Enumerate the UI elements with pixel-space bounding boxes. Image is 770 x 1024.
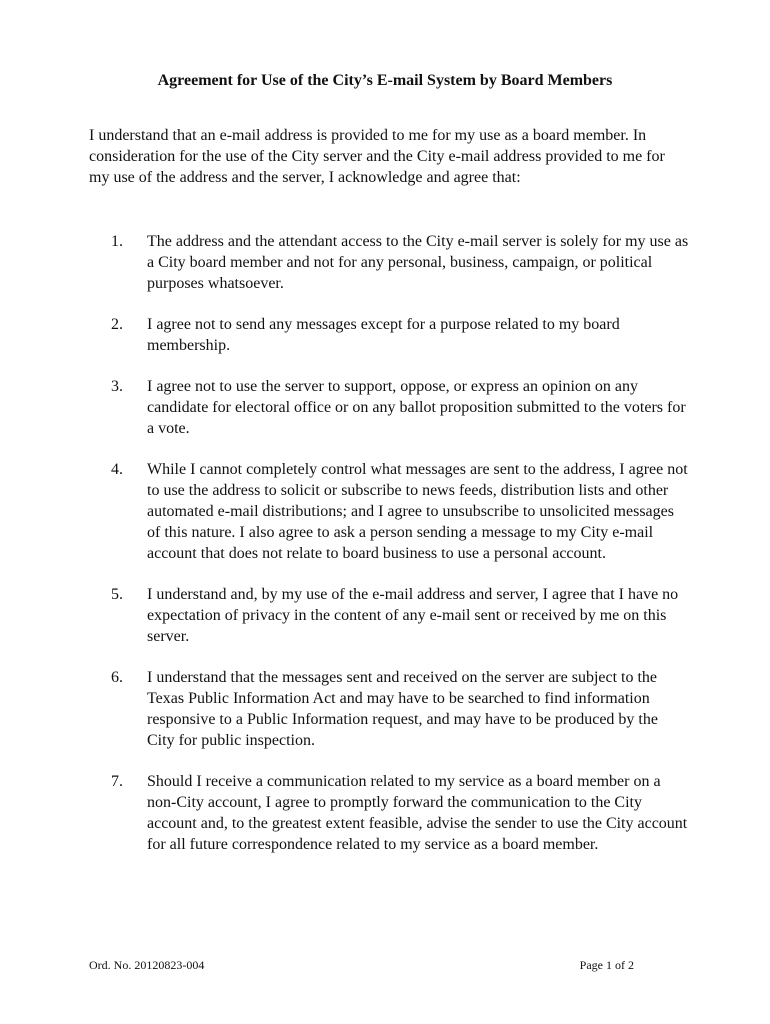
list-item-text: I agree not to use the server to support, oppose, or express an opinion on any candidate for electoral office or on any ballot proposition submitted to the voters for a vote. (147, 378, 686, 437)
list-item (89, 667, 689, 751)
list-item-number: 7. (111, 773, 123, 790)
list-item-text: I agree not to send any messages except for a purpose related to my board membership. (147, 316, 620, 354)
list-item (89, 376, 689, 439)
list-item (89, 584, 689, 647)
intro-paragraph: I understand that an e-mail address is provided to me for my use as a board member. In consideration for the use of the City server and the City e-mail address provided to me for my use of the address and the server, I acknowledge and agree that: (89, 127, 665, 186)
list-item (89, 771, 689, 855)
list-item (89, 459, 689, 564)
document-title: Agreement for Use of the City’s E-mail System by Board Members (157, 72, 613, 89)
list-item-number: 4. (111, 461, 123, 478)
agreement-list (89, 231, 689, 875)
list-item-text: The address and the attendant access to the City e-mail server is solely for my use as a City board member and not for any personal, business, campaign, or political purposes whatsoever. (147, 233, 689, 292)
list-item-number: 2. (111, 316, 123, 333)
list-item (89, 314, 689, 356)
list-item-text: Should I receive a communication related to my service as a board member on a non-City account, I agree to promptly forward the communication to the City account and, to the greatest extent feasible, advise the sender to use the City account for all future correspondence related to my service as a board member. (147, 773, 688, 853)
list-item-text: I understand that the messages sent and received on the server are subject to the Texas Public Information Act and may have to be searched to find information responsive to a Public Information request, and may have to be produced by the City for public inspection. (147, 669, 658, 749)
list-item-number: 5. (111, 586, 123, 603)
list-item (89, 231, 689, 294)
list-item-text: I understand and, by my use of the e-mail address and server, I agree that I have no expectation of privacy in the content of any e-mail sent or received by me on this server. (147, 586, 679, 645)
list-item-number: 1. (111, 233, 123, 250)
list-item-number: 3. (111, 378, 123, 395)
list-item-text: While I cannot completely control what messages are sent to the address, I agree not to use the address to solicit or subscribe to news feeds, distribution lists and other automated e-mail distributions; and I agree to unsubscribe to unsolicited messages of this nature. I also agree to ask a person sending a message to my City e-mail account that does not relate to board business to use a personal account. (147, 461, 688, 562)
list-item-number: 6. (111, 669, 123, 686)
ordinance-number: Ord. No. 20120823-004 (89, 958, 205, 972)
page-number: Page 1 of 2 (579, 958, 634, 972)
